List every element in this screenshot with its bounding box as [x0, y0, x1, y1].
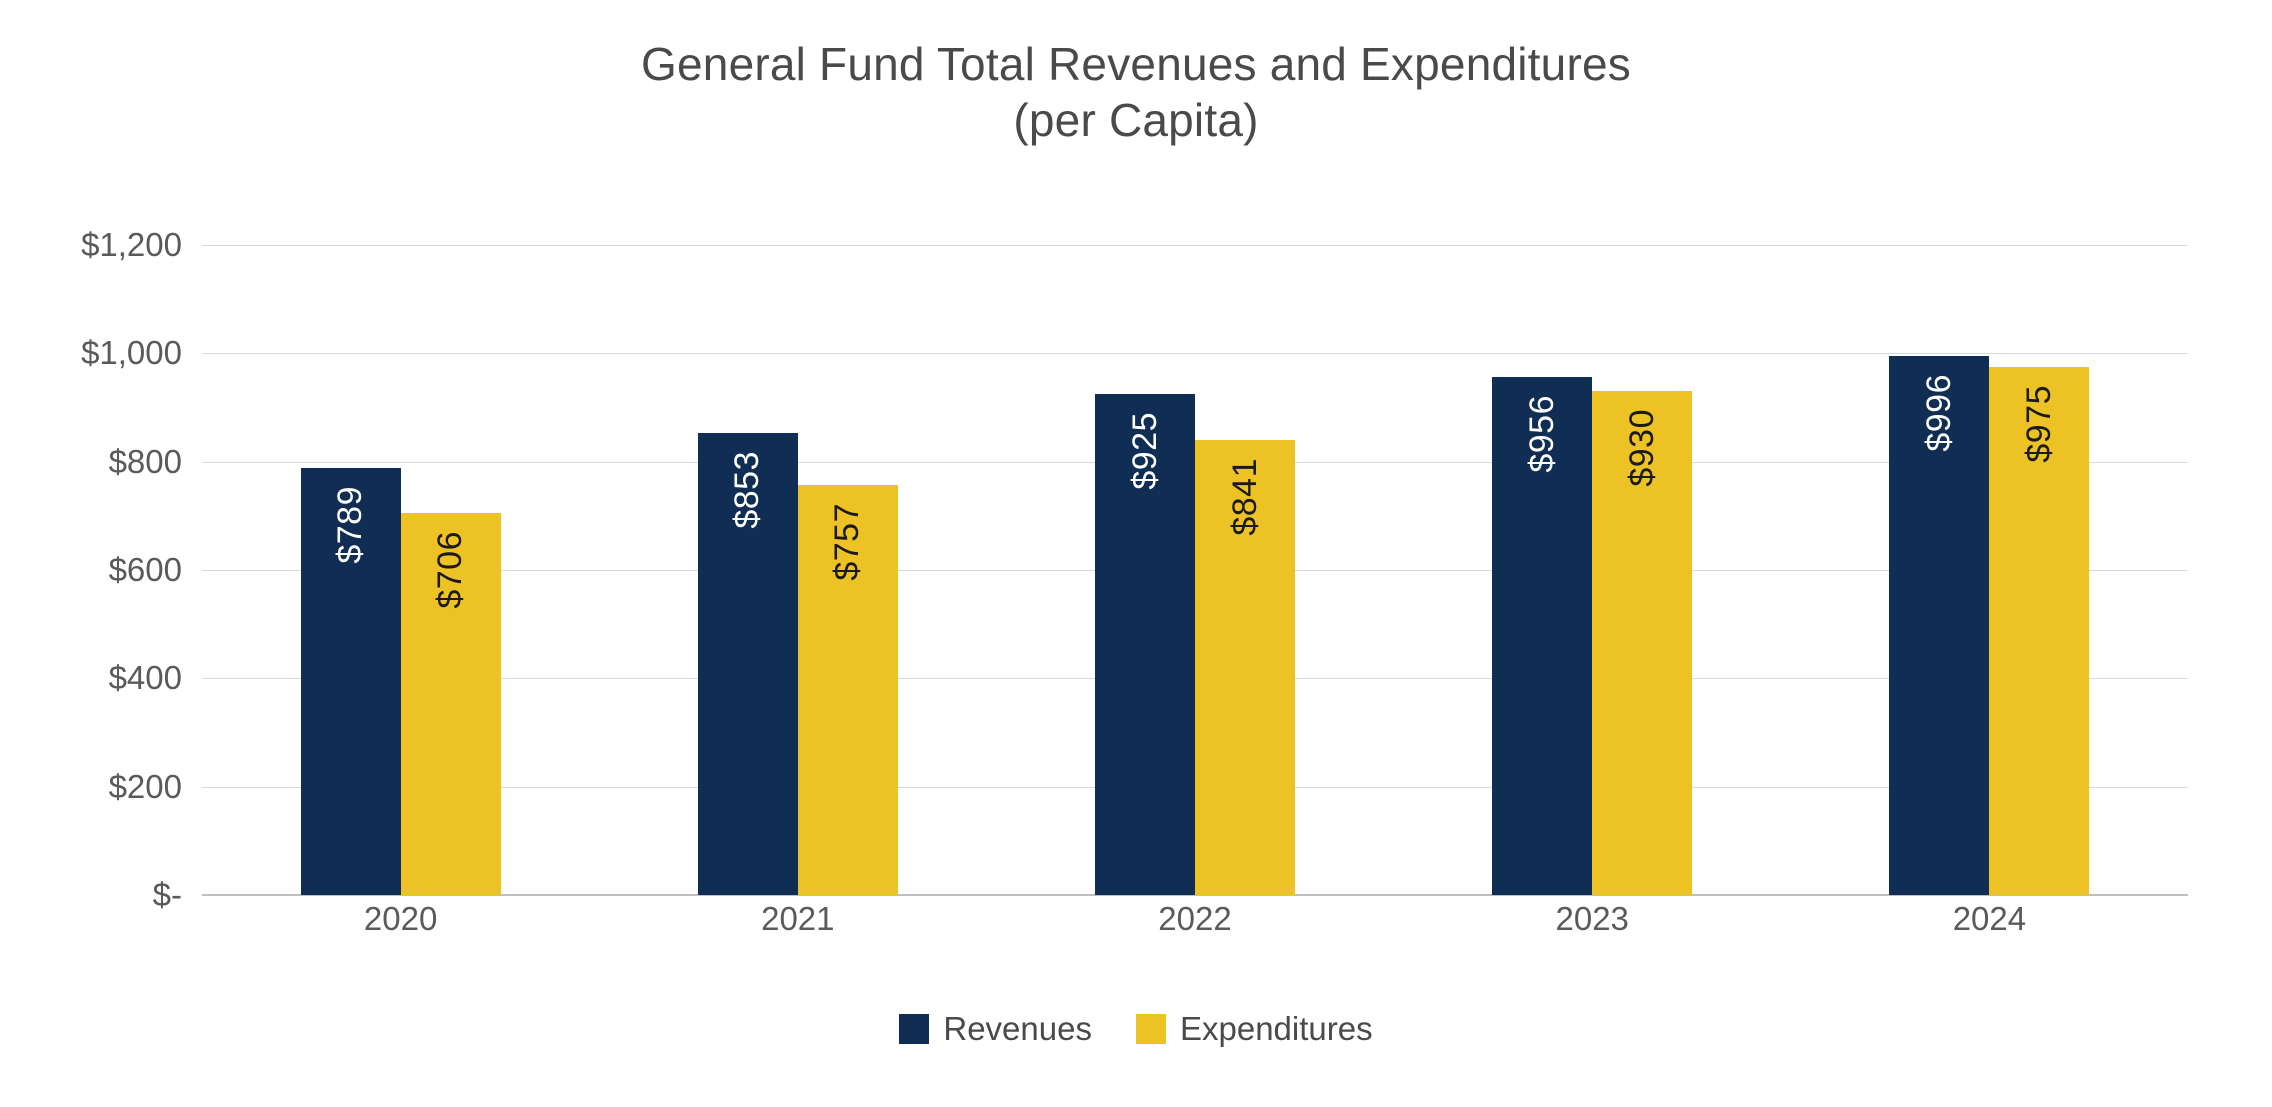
bar-value-label: $930 [1622, 409, 1661, 487]
bar-value-label: $975 [2019, 384, 2058, 463]
bar-group-2023 [1394, 245, 1791, 895]
x-axis-category-label: 2021 [761, 900, 835, 937]
bar-value-label: $925 [1125, 412, 1164, 490]
y-axis-tick-label: $400 [108, 659, 182, 697]
bar-group-2024 [1791, 245, 2188, 895]
y-axis-tick-label: $800 [108, 442, 182, 480]
legend-swatch-icon [899, 1014, 929, 1044]
legend-swatch-icon [1136, 1014, 1166, 1044]
x-axis-category-label: 2023 [1555, 900, 1629, 937]
y-axis-tick-label: $1,200 [81, 226, 182, 263]
bar-group-2022 [996, 245, 1393, 895]
chart-legend [0, 1010, 2272, 1048]
bar-expenditures-2021[interactable] [798, 485, 898, 895]
legend-item-revenues[interactable] [899, 1010, 1092, 1048]
bar-revenues-2021[interactable] [698, 433, 798, 895]
x-axis-category-label: 2020 [363, 900, 438, 937]
bar-expenditures-2022[interactable] [1195, 440, 1295, 896]
bar-revenues-2020[interactable] [301, 468, 401, 895]
bar-value-label: $996 [1919, 373, 1958, 452]
bar-value-label: $853 [728, 450, 767, 529]
bar-group-2021 [599, 245, 996, 895]
legend-item-expenditures[interactable] [1136, 1010, 1373, 1048]
x-axis-category-label: 2024 [1952, 900, 2027, 937]
bar-expenditures-2020[interactable] [401, 513, 501, 895]
bar-value-label: $706 [431, 530, 470, 609]
y-axis-labels [0, 226, 182, 913]
y-axis-tick-label: $- [152, 876, 182, 913]
y-axis-tick-label: $1,000 [81, 334, 182, 372]
bar-expenditures-2024[interactable] [1989, 367, 2089, 895]
bar-value-label: $841 [1225, 457, 1264, 536]
y-axis-tick-label: $200 [108, 767, 182, 805]
bar-expenditures-2023[interactable] [1592, 391, 1692, 895]
bar-revenues-2024[interactable] [1889, 356, 1989, 896]
legend-label: Revenues [943, 1010, 1092, 1047]
bar-revenues-2023[interactable] [1492, 377, 1592, 895]
bar-revenues-2022[interactable] [1095, 394, 1195, 895]
chart-title-line-2: (per Capita) [1013, 94, 1259, 147]
x-axis-labels [202, 900, 2188, 938]
legend-label: Expenditures [1179, 1010, 1373, 1047]
bar-groups [202, 245, 2188, 895]
y-axis-tick-label: $600 [108, 551, 182, 588]
chart-title-line-1: General Fund Total Revenues and Expenditures [641, 38, 1631, 90]
bar-value-label: $757 [828, 503, 867, 581]
bar-group-2020 [202, 245, 599, 895]
bar-value-label: $956 [1522, 395, 1561, 473]
bar-value-label: $789 [331, 485, 370, 564]
x-axis-category-label: 2022 [1158, 900, 1232, 937]
